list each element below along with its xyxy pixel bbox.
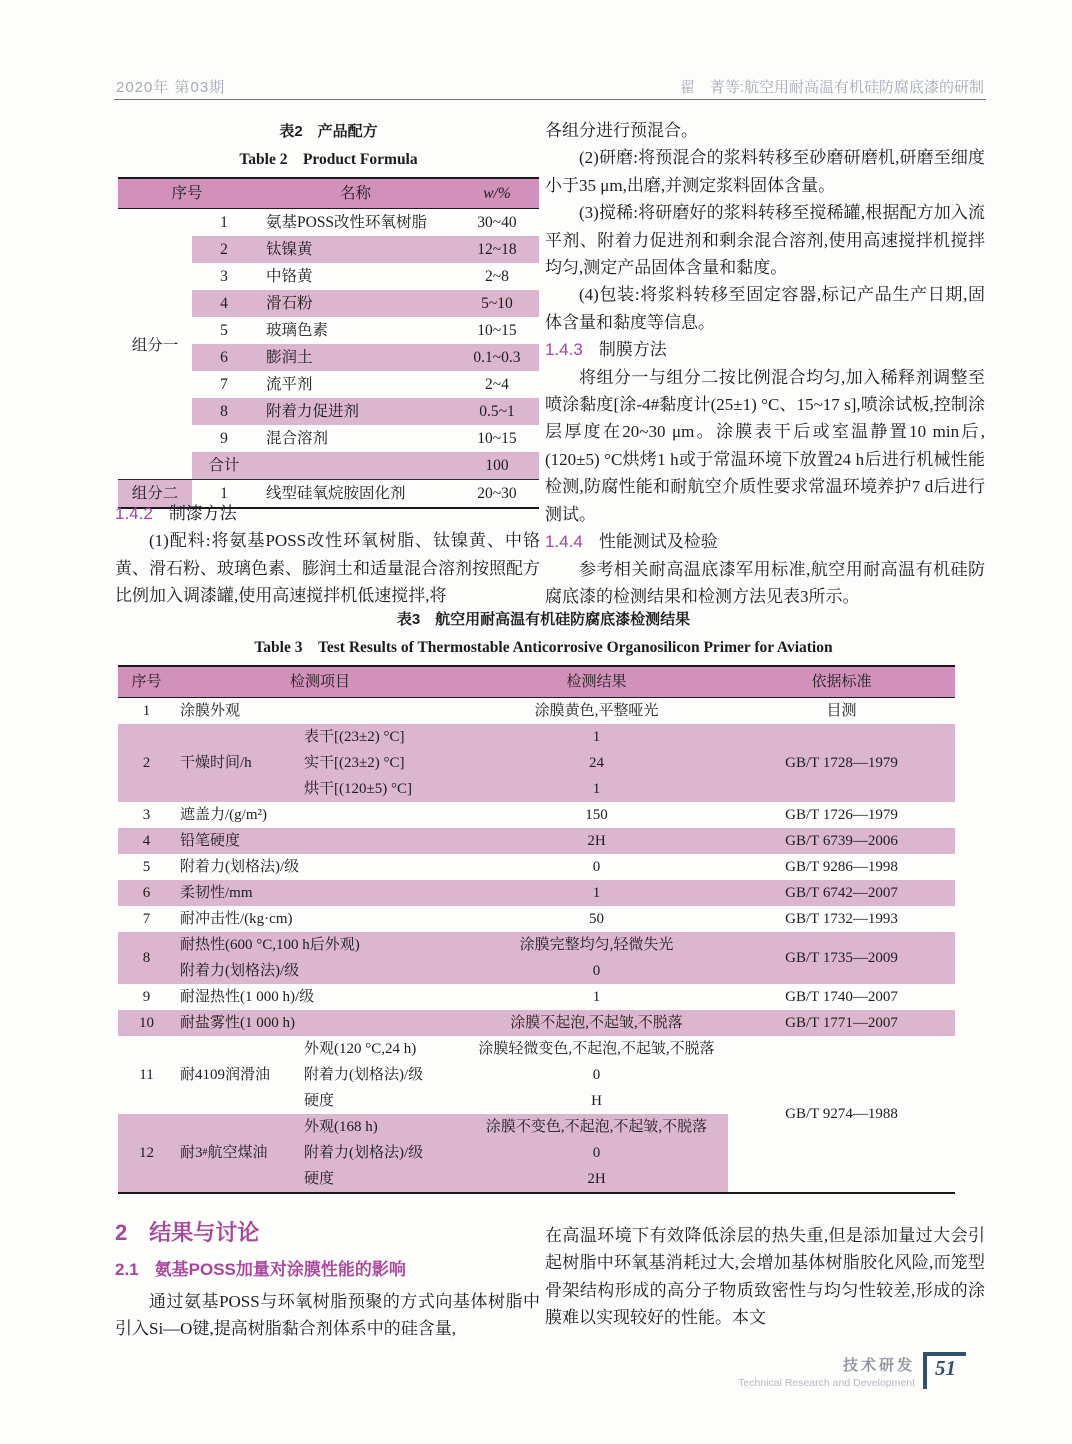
table-row: 8 耐热性(600 °C,100 h后外观) 涂膜完整均匀,轻微失光 附着力(划格法)/级 0 GB/T 1735—2009 [118, 932, 955, 984]
table3-col-no: 序号 [131, 674, 162, 690]
table2-header-row [118, 179, 539, 209]
header-rule [114, 99, 986, 100]
table3-col-result: 检测结果 [566, 674, 627, 690]
paragraph: 各组分进行预混合。 [545, 121, 698, 140]
table-row: 3 中铬黄 2~8 [220, 268, 509, 285]
running-title: 翟 菁等:航空用耐高温有机硅防腐底漆的研制 [679, 79, 984, 96]
section-142 [115, 500, 540, 610]
table-row: 6 膨润土 0.1~0.3 [118, 344, 539, 371]
footer-section-en: Technical Research and Development [738, 1377, 915, 1389]
table2-group2-label: 组分二 [118, 480, 192, 507]
bottom-right-paragraph [545, 1222, 985, 1332]
table-row-group [118, 1036, 955, 1192]
paragraph: (4)包装:将浆料转移至固定容器,标记产品生产日期,固体含量和黏度等信息。 [545, 285, 985, 332]
shared-standard-cell: GB/T 9274—1988 [785, 1105, 898, 1122]
table-row: 6 柔韧性/mm 1 GB/T 6742—2007 [118, 880, 955, 906]
right-column [545, 117, 985, 610]
table-row: 1 涂膜外观 涂膜黄色,平整哑光 目测 [142, 703, 857, 719]
table2-group1-label: 组分一 [131, 337, 179, 354]
table2-group2-row: 组分二 1 线型硅氧烷胺固化剂 20~30 [118, 479, 539, 507]
table2 [118, 177, 539, 509]
table-row: 11 耐4109润滑油 外观(120 °C,24 h) 涂膜轻微变色,不起泡,不起皱,不脱落 附着力(划格法)/级 0 硬度 H [139, 1041, 715, 1109]
table3-header-row [118, 667, 955, 698]
table2-total-row: 合计 100 [118, 452, 539, 479]
table-row: 1 氨基POSS改性环氧树脂 30~40 [220, 214, 517, 231]
table-row: 2 干燥时间/h 表干[(23±2) °C] 1 实干[(23±2) °C] 24 烘干[(120±5) °C] 1 GB/T 1728—1979 [118, 724, 955, 802]
section-21-heading: 2.1 氨基POSS加量对涂膜性能的影响 [115, 1260, 406, 1279]
table-row: 12 耐3 # 航空煤油 外观(168 h) 涂膜不变色,不起泡,不起皱,不脱落 附着力(划格法)/级 0 硬度 2H [118, 1114, 728, 1192]
footer-section-cn: 技术研发 [842, 1357, 915, 1374]
table2-caption-cn: 表2 产品配方 [279, 123, 378, 140]
section-heading: 1.4.3 制膜方法 [545, 340, 667, 360]
item-with-superscript: 耐3 # 航空煤油 [180, 1145, 268, 1161]
table-row: 5 附着力(划格法)/级 0 GB/T 9286—1998 [142, 859, 898, 875]
paragraph: 参考相关耐高温底漆军用标准,航空用耐高温有机硅防腐底漆的检测结果和检测方法见表3所示。 [545, 559, 985, 606]
table-row: 5 玻璃色素 10~15 [220, 322, 517, 339]
table2-col-name: 名称 [339, 185, 371, 202]
paragraph: 在高温环境下有效降低涂层的热失重,但是添加量过大会引起树脂中环氧基消耗过大,会增加基体树脂胶化风险,而笼型骨架结构形成的高分子物质致密性与均匀性较差,形成的涂膜难以实现较好的性能。本文 [545, 1226, 985, 1328]
paragraph: (1)配料:将氨基POSS改性环氧树脂、钛镍黄、中铬黄、滑石粉、玻璃色素、膨润土和适量混合溶剂按照配方比例加入调漆罐,使用高速搅拌机低速搅拌,将 [115, 531, 540, 606]
paragraph: 将组分一与组分二按比例混合均匀,加入稀释剂调整至喷涂黏度[涂-4#黏度计(25±1) °C、15~17 s],喷涂试板,控制涂层厚度在20~30 μm。涂膜表干后或室温静置10 min后,(120±5) °C烘烤1 h或于常温环境下放置24 h后进行机械性能检测,防腐性能和耐航空介质性要求常温环境养护7 d后进行测试。 [545, 367, 985, 524]
table-row: 10 耐盐雾性(1 000 h) 涂膜不起泡,不起皱,不脱落 GB/T 1771—2007 [118, 1010, 955, 1036]
table-row: 4 铅笔硬度 2H GB/T 6739—2006 [118, 828, 955, 854]
table2-col-no: 序号 [171, 185, 203, 202]
table-row: 3 遮盖力/(g/m²) 150 GB/T 1726—1979 [142, 807, 898, 823]
table2-caption-en: Table 2 Product Formula [239, 151, 418, 168]
table2-body [118, 209, 539, 507]
table3-caption-en: Table 3 Test Results of Thermostable Anticorrosive Organosilicon Primer for Aviation [254, 639, 833, 656]
table2-block [118, 120, 539, 509]
table-row: 9 混合溶剂 10~15 [220, 430, 517, 447]
table3-col-standard: 依据标准 [811, 674, 872, 690]
page-footer [738, 1352, 966, 1389]
table-row: 7 流平剂 2~4 [220, 376, 509, 393]
table2-col-pct: w/% [483, 185, 511, 202]
paragraph: (3)搅稀:将研磨好的浆料转移至搅稀罐,根据配方加入流平剂、附着力促进剂和剩余混合溶剂,使用高速搅拌机搅拌均匀,测定产品固体含量和黏度。 [545, 203, 985, 278]
table-row: 2 钛镍黄 12~18 [118, 236, 539, 263]
table-row: 8 附着力促进剂 0.5~1 [118, 398, 539, 425]
page-number: 51 [923, 1352, 966, 1389]
section-heading: 1.4.2 制漆方法 [115, 504, 237, 523]
paragraph: 通过氨基POSS与环氧树脂预聚的方式向基体树脂中引入Si—O键,提高树脂黏合剂体系中的硅含量, [115, 1292, 540, 1339]
table-row: 4 滑石粉 5~10 [118, 290, 539, 317]
section-heading: 1.4.4 性能测试及检验 [545, 532, 718, 552]
bottom-left-paragraph [115, 1288, 540, 1343]
table3-col-item: 检测项目 [289, 674, 350, 690]
paragraph: (2)研磨:将预混合的浆料转移至砂磨研磨机,研磨至细度小于35 μm,出磨,并测定浆料固体含量。 [545, 148, 985, 195]
table3-block [115, 608, 972, 1194]
table3 [118, 665, 955, 1194]
section-2-heading: 2 结果与讨论 [115, 1220, 260, 1245]
issue-info: 2020年 第03期 [116, 79, 226, 96]
table3-caption-cn: 表3 航空用耐高温有机硅防腐底漆检测结果 [396, 611, 691, 628]
table-row: 7 耐冲击性/(kg·cm) 50 GB/T 1732—1993 [142, 911, 898, 927]
table-row: 9 耐湿热性(1 000 h)/级 1 GB/T 1740—2007 [142, 989, 898, 1005]
